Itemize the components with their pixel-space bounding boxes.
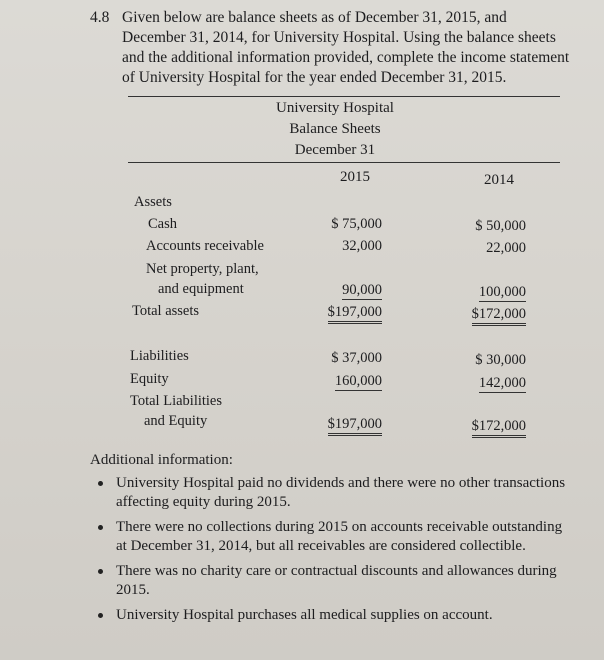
problem-number: 4.8 [90, 9, 110, 26]
total-assets-2015-value: $197,000 [328, 304, 382, 324]
header-rule [128, 162, 560, 163]
ppe-label-line2: and equipment [158, 281, 244, 297]
additional-info-text: University Hospital paid no dividends and there were no other transactions affecting equity during 2015. [116, 475, 566, 510]
total-liabilities-equity-2015-value: $197,000 [328, 416, 382, 436]
additional-info-item [94, 518, 574, 556]
total-assets-label: Total assets [132, 303, 200, 319]
ppe-2015-value: 90,000 [342, 282, 382, 298]
total-assets-2014-value: $172,000 [472, 306, 526, 326]
ppe-label-line1: Net property, plant, [146, 261, 259, 277]
cash-2015: $ 75,000 [331, 216, 382, 232]
column-header-2014: 2014 [484, 172, 514, 188]
ppe-2014 [446, 284, 526, 301]
bullet-icon [98, 569, 103, 574]
additional-info-text: There was no charity care or contractual discounts and allowances during 2015. [116, 563, 557, 598]
statement-date: December 31 [294, 142, 376, 158]
total-liabilities-equity-label-line2: and Equity [144, 413, 208, 429]
liabilities-label: Liabilities [130, 348, 189, 364]
additional-info-text: University Hospital purchases all medical supplies on account. [116, 607, 493, 623]
equity-label: Equity [130, 371, 169, 387]
liabilities-2014: $ 30,000 [475, 352, 526, 368]
liabilities-2015: $ 37,000 [331, 350, 382, 366]
cash-label: Cash [148, 216, 177, 232]
ppe-2014-value: 100,000 [478, 284, 526, 300]
equity-2015-value: 160,000 [334, 373, 382, 389]
additional-info-item [94, 606, 574, 625]
bullet-icon [98, 613, 103, 618]
total-liabilities-equity-2015 [302, 416, 382, 433]
additional-info-item [94, 474, 574, 512]
equity-2014 [446, 375, 526, 392]
total-liabilities-equity-2014-value: $172,000 [472, 418, 526, 438]
additional-info-item [94, 562, 574, 600]
column-header-2015: 2015 [340, 169, 370, 185]
additional-info-title: Additional information: [90, 452, 233, 468]
bullet-icon [98, 481, 103, 486]
statement-title: Balance Sheets [289, 121, 381, 137]
cash-2014: $ 50,000 [475, 218, 526, 234]
accounts-receivable-2014: 22,000 [486, 240, 526, 256]
top-rule [128, 96, 560, 97]
entity-name: University Hospital [276, 100, 394, 116]
assets-heading: Assets [134, 194, 172, 210]
equity-2015 [302, 373, 382, 390]
ppe-2015 [302, 282, 382, 299]
additional-info-list [94, 474, 574, 631]
accounts-receivable-2015: 32,000 [342, 238, 382, 254]
accounts-receivable-label: Accounts receivable [146, 238, 264, 254]
additional-info-text: There were no collections during 2015 on accounts receivable outstanding at December 31, 2014, but all receivables are considered collectible. [116, 519, 563, 554]
bullet-icon [98, 525, 103, 530]
problem-text: Given below are balance sheets as of December 31, 2015, and December 31, 2014, for University Hospital. Using the balance sheets and the additional information provided, complete the income statement of University Hospital for the year ended December 31, 2015. [122, 9, 570, 86]
total-liabilities-equity-label-line1: Total Liabilities [130, 393, 223, 409]
problem-statement [90, 8, 570, 88]
equity-2014-value: 142,000 [478, 375, 526, 391]
total-assets-2015 [302, 304, 382, 321]
total-liabilities-equity-2014 [446, 418, 526, 435]
total-assets-2014 [446, 306, 526, 323]
